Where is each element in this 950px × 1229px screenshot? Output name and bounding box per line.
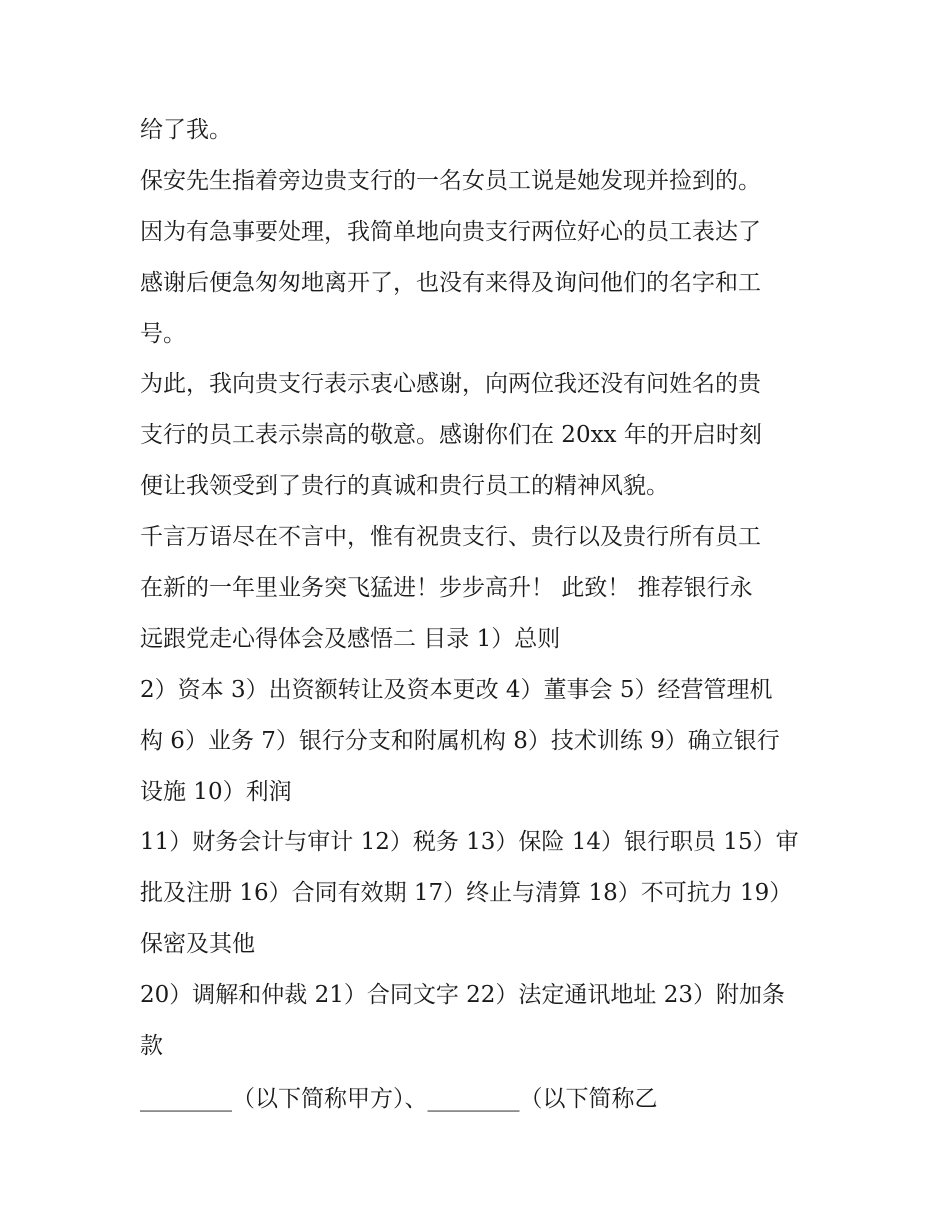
document-body	[140, 107, 820, 1126]
text-line: 在新的一年里业务突飞猛进！步步高升！ 此致！ 推荐银行永	[140, 575, 753, 602]
text-line: 感谢后便急匆匆地离开了，也没有来得及询问他们的名字和工	[140, 269, 761, 296]
text-line: 远跟党走心得体会及感悟二 目录 1）总则	[140, 625, 561, 652]
text-line: 给了我。	[140, 117, 232, 143]
text-line: 因为有急事要处理，我简单地向贵支行两位好心的员工表达了	[140, 218, 761, 245]
text-line: 便让我领受到了贵行的真诚和贵行员工的精神风貌。	[140, 473, 669, 500]
text-line: 支行的员工表示崇高的敬意。感谢你们在 20xx 年的开启时刻	[140, 422, 762, 449]
text-line: 为此，我向贵支行表示衷心感谢，向两位我还没有问姓名的贵	[140, 371, 761, 398]
text-line: 2）资本 3）出资额转让及资本更改 4）董事会 5）经营管理机	[140, 676, 773, 703]
text-line: 号。	[140, 320, 186, 347]
text-line: 批及注册 16）合同有效期 17）终止与清算 18）不可抗力 19）	[140, 880, 793, 907]
text-line: 款	[140, 1033, 163, 1060]
text-line: 20）调解和仲裁 21）合同文字 22）法定通讯地址 23）附加条	[140, 982, 785, 1009]
text-line: 保安先生指着旁边贵支行的一名女员工说是她发现并捡到的。	[140, 167, 761, 194]
text-line: 构 6）业务 7）银行分支和附属机构 8）技术训练 9）确立银行	[140, 727, 780, 754]
text-line: 千言万语尽在不言中，惟有祝贵支行、贵行以及贵行所有员工	[140, 524, 761, 551]
text-line: 11）财务会计与审计 12）税务 13）保险 14）银行职员 15）审	[140, 829, 799, 856]
text-line: 设施 10）利润	[140, 778, 292, 805]
text-line: ________（以下简称甲方）、________（以下简称乙	[140, 1085, 658, 1112]
text-line: 保密及其他	[140, 931, 255, 958]
